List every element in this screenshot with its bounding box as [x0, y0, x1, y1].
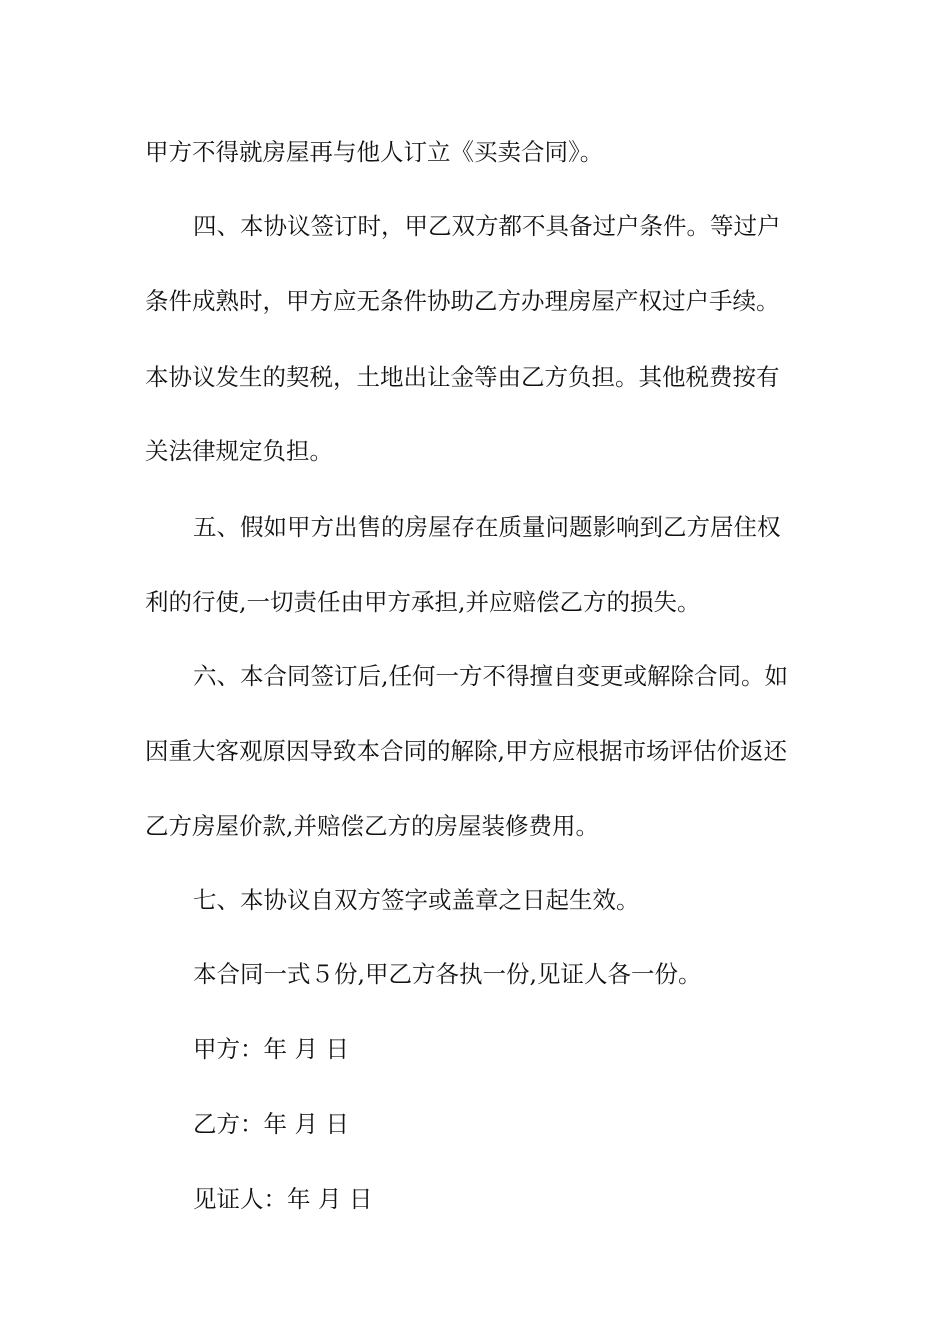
text-line: 乙方房屋价款,并赔偿乙方的房屋装修费用。: [145, 812, 599, 840]
text-line: 因重大客观原因导致本合同的解除,甲方应根据市场评估价返还: [145, 737, 787, 765]
clause-five-line: 五、假如甲方出售的房屋存在质量问题影响到乙方居住权: [193, 513, 781, 541]
text-line: 条件成熟时，甲方应无条件协助乙方办理房屋产权过户手续。: [145, 287, 780, 315]
text-line: 利的行使,一切责任由甲方承担,并应赔偿乙方的损失。: [145, 588, 701, 616]
clause-seven-line: 七、本协议自双方签字或盖章之日起生效。: [193, 886, 640, 914]
text-line: 本协议发生的契税，土地出让金等由乙方负担。其他税费按有: [145, 363, 780, 391]
text-line: 关法律规定负担。: [145, 437, 333, 465]
clause-six-line: 六、本合同签订后,任何一方不得擅自变更或解除合同。如: [193, 662, 788, 690]
party-a-signature-line: 甲方：年 月 日: [193, 1035, 349, 1063]
party-b-signature-line: 乙方：年 月 日: [193, 1110, 349, 1138]
clause-four-line: 四、本协议签订时，甲乙双方都不具备过户条件。等过户: [193, 212, 781, 240]
copies-line: 本合同一式５份,甲乙方各执一份,见证人各一份。: [193, 960, 702, 988]
witness-signature-line: 见证人：年 月 日: [193, 1185, 373, 1213]
text-line: 甲方不得就房屋再与他人订立《买卖合同》。: [145, 138, 604, 166]
